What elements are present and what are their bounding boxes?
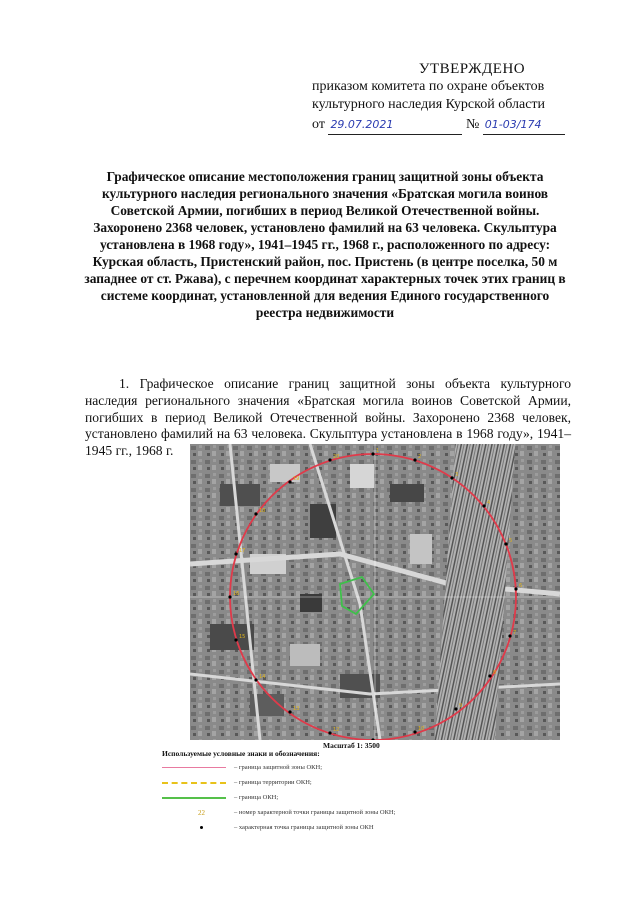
svg-text:5: 5 xyxy=(509,538,513,544)
svg-text:2: 2 xyxy=(418,454,422,460)
legend-item-text: – номер характерной точки границы защитной зоны ОКН; xyxy=(234,809,396,816)
approval-heading: УТВЕРЖДЕНО xyxy=(418,61,526,77)
point-dot-icon xyxy=(200,826,203,829)
satellite-map xyxy=(190,444,560,740)
number-label: № xyxy=(465,117,480,132)
svg-text:17: 17 xyxy=(239,548,246,554)
legend-item-text: – граница территории ОКН; xyxy=(234,779,312,786)
handwritten-number: 01-03/174 xyxy=(483,116,565,135)
svg-text:16: 16 xyxy=(233,591,240,597)
description-paragraph: 1. Графическое описание границ защитной зоны объекта культурного наследия регионального значения «Братская могила воинов Советской Армии, погибших в период Великой Отечественной войны. Захоронено 2368 человек, установлено фамилий на 63 человека. Скульптура установлена в 1968 году», 1941–1945 гг., 1968 г. xyxy=(85,376,571,459)
map-scale: Масштаб 1: 3500 xyxy=(323,741,380,750)
svg-text:1: 1 xyxy=(376,448,380,454)
point-number-icon: 22 xyxy=(198,808,205,817)
legend-title: Используемые условные знаки и обозначения: xyxy=(162,749,320,758)
svg-text:12: 12 xyxy=(333,727,340,733)
svg-text:10: 10 xyxy=(418,726,425,732)
svg-text:18: 18 xyxy=(259,508,266,514)
legend-item-point xyxy=(162,820,462,835)
svg-text:7: 7 xyxy=(513,630,517,636)
map-graphic xyxy=(190,444,560,740)
document-title: Графическое описание местоположения границ защитной зоны объекта культурного наследия регионального значения «Братская могила воинов Советской Армии, погибших в период Великой Отечественной войны. Захоронено 2368 человек, установлено фамилий на 63 человека. Скульптура установлена в 1968 году», 1941–1945 гг., 1968 г., расположенного по адресу: Курская область, Пристенский район, пос. Пристень (в центре поселка, 50 м западнее от ст. Ржава), с перечнем координат характерных точек этих границ в системе координат, установленной для ведения Единого государственного реестра недвижимости xyxy=(84,169,566,320)
legend-item-text: – характерная точка границы защитной зоны ОКН xyxy=(234,824,374,831)
legend xyxy=(162,760,462,835)
legend-item-protection-zone xyxy=(162,760,462,775)
approval-line-2: культурного наследия Курской области xyxy=(312,97,546,112)
svg-text:8: 8 xyxy=(493,670,497,676)
legend-item-point-number xyxy=(162,805,462,820)
approval-line-1: приказом комитета по охране объектов xyxy=(312,79,545,94)
legend-item-text: – граница защитной зоны ОКН; xyxy=(234,764,323,771)
handwritten-date: 29.07.2021 xyxy=(328,116,462,135)
svg-text:14: 14 xyxy=(259,674,266,680)
legend-item-object-boundary xyxy=(162,790,462,805)
svg-text:3: 3 xyxy=(455,472,459,478)
svg-text:9: 9 xyxy=(459,703,463,709)
svg-text:19: 19 xyxy=(293,476,300,482)
approval-block xyxy=(312,60,592,135)
svg-text:20: 20 xyxy=(333,454,340,460)
yellow-dashed-line-icon xyxy=(162,782,226,784)
legend-item-text: – граница ОКН; xyxy=(234,794,279,801)
svg-text:4: 4 xyxy=(487,500,491,506)
from-label: от xyxy=(312,117,325,132)
red-line-icon xyxy=(162,767,226,768)
svg-text:13: 13 xyxy=(293,706,300,712)
approval-signature-line xyxy=(312,116,592,135)
legend-item-territory xyxy=(162,775,462,790)
svg-text:6: 6 xyxy=(519,583,523,589)
svg-text:15: 15 xyxy=(239,634,246,640)
green-line-icon xyxy=(162,797,226,799)
